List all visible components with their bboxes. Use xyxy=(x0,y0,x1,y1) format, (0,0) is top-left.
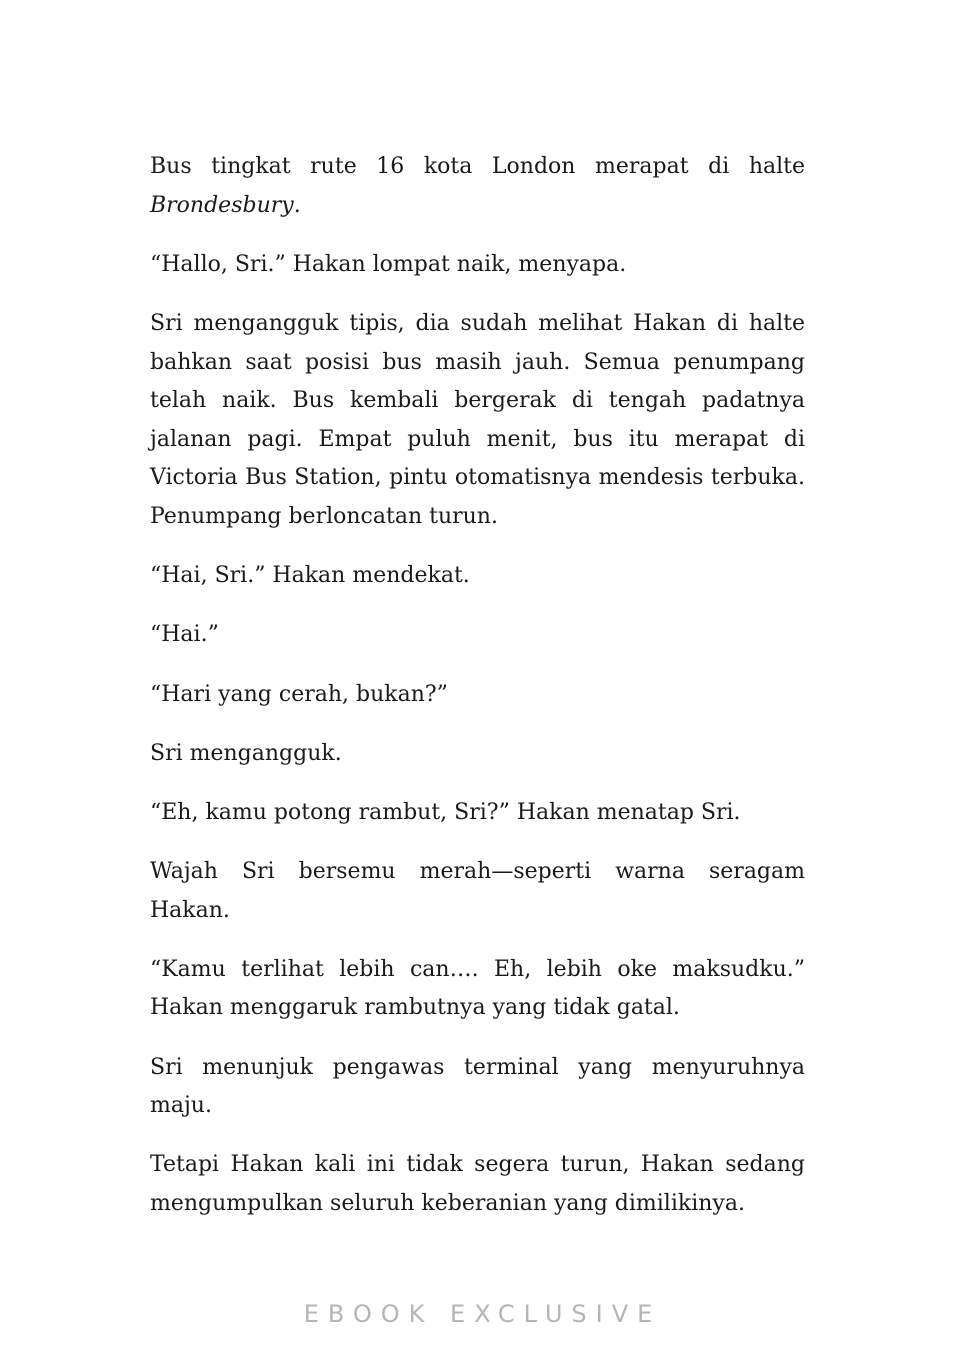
paragraph-10: “Kamu terlihat lebih can…. Eh, lebih oke maksudku.” Hakan menggaruk rambutnya yang tidak gatal. xyxy=(150,956,805,1021)
paragraph-1-text: Bus tingkat rute 16 kota London merapat di halte xyxy=(150,154,805,179)
paragraph-1-end: . xyxy=(293,192,301,218)
footer-label: EBOOK EXCLUSIVE xyxy=(303,1300,662,1328)
paragraph-11: Sri menunjuk pengawas terminal yang menyuruhnya maju. xyxy=(150,1054,805,1119)
story-text xyxy=(150,148,805,1244)
paragraph-9: Wajah Sri bersemu merah—seperti warna seragam Hakan. xyxy=(150,859,805,923)
paragraph-4: “Hai, Sri.” Hakan mendekat. xyxy=(150,563,470,589)
paragraph-12: Tetapi Hakan kali ini tidak segera turun, Hakan sedang mengumpulkan seluruh keberanian yang dimilikinya. xyxy=(150,1152,805,1216)
paragraph-3: Sri mengangguk tipis, dia sudah melihat Hakan di halte bahkan saat posisi bus masih jauh. Semua penumpang telah naik. Bus kembali bergerak di tengah padatnya jalanan pagi. Empat puluh menit, bus itu merapat di Victoria Bus Station, pintu otomatisnya mendesis terbuka. Penumpang berloncatan turun. xyxy=(150,310,805,529)
paragraph-2: “Hallo, Sri.” Hakan lompat naik, menyapa. xyxy=(150,251,627,277)
paragraph-5: “Hai.” xyxy=(150,622,219,648)
paragraph-8: “Eh, kamu potong rambut, Sri?” Hakan menatap Sri. xyxy=(150,799,741,825)
paragraph-1 xyxy=(150,148,805,225)
paragraph-6: “Hari yang cerah, bukan?” xyxy=(150,681,448,707)
place-name-italic: Brondesbury xyxy=(150,192,294,218)
paragraph-7: Sri mengangguk. xyxy=(150,740,342,766)
